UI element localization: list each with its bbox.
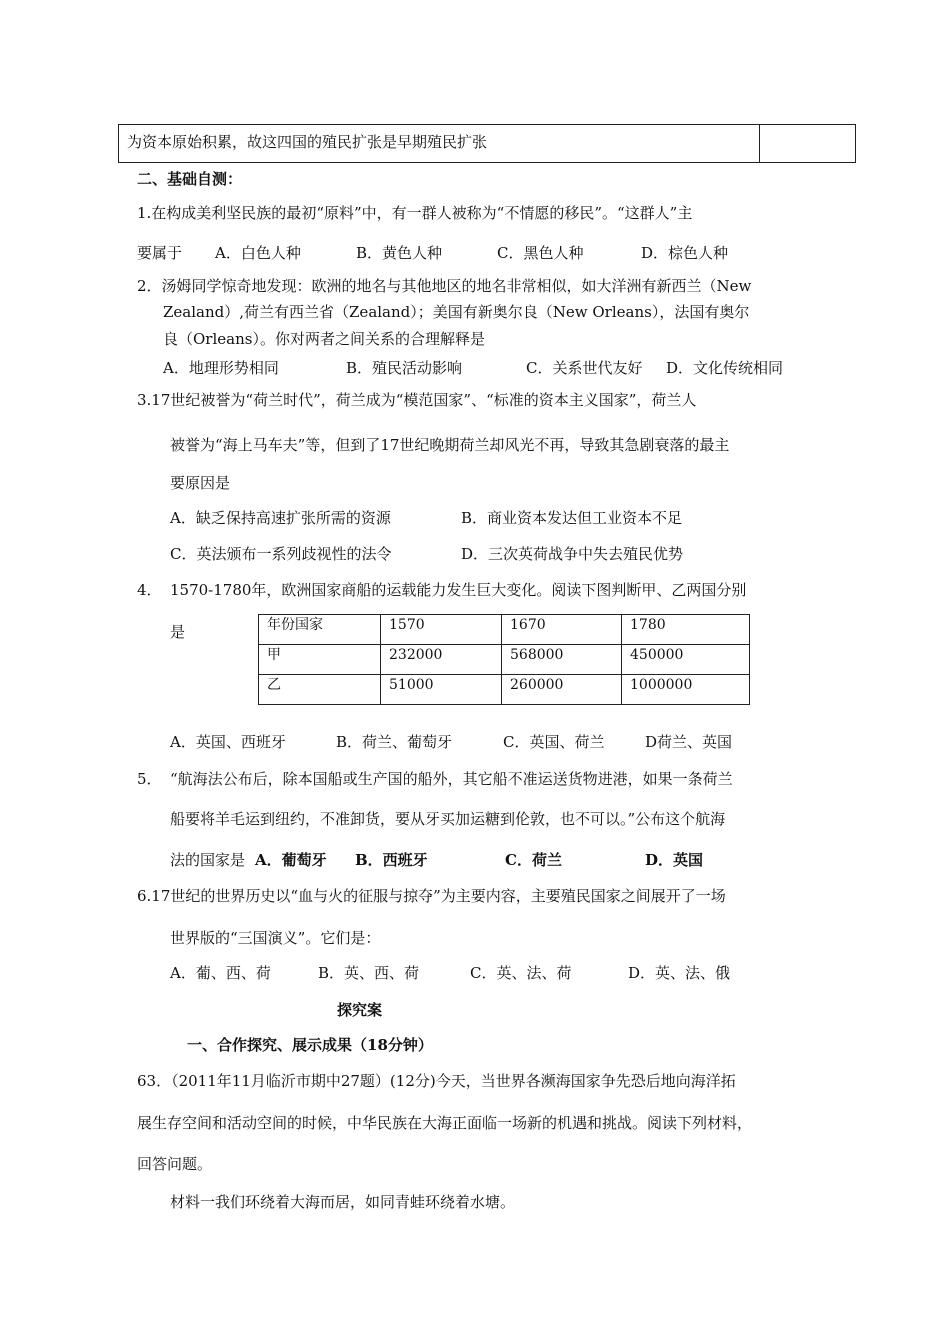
q4-option-c: C．英国、荷兰 xyxy=(503,733,605,751)
q5-option-b: B．西班牙 xyxy=(355,851,428,869)
q1-option-a: A．白色人种 xyxy=(215,244,301,262)
q5-option-a: A．葡萄牙 xyxy=(255,851,327,869)
q6-option-a: A．葡、西、荷 xyxy=(170,964,271,982)
q4-option-a: A．英国、西班牙 xyxy=(170,733,286,751)
table-row xyxy=(259,675,750,705)
q6-option-b: B．英、西、荷 xyxy=(318,964,420,982)
q2-option-c: C．关系世代友好 xyxy=(526,359,643,377)
q2-option-d: D．文化传统相同 xyxy=(666,359,784,377)
table-row xyxy=(259,615,750,645)
q5-number: 5． xyxy=(137,770,162,788)
q3-line1: 3.17世纪被誉为“荷兰时代”，荷兰成为“模范国家”、“标准的资本主义国家”，荷兰人 xyxy=(137,391,697,409)
table-cell: 甲 xyxy=(259,645,381,675)
top-table-divider xyxy=(759,125,760,162)
table-cell: 年份国家 xyxy=(259,615,381,645)
table-cell: 260000 xyxy=(502,675,622,705)
q4-line1: 1570-1780年，欧洲国家商船的运载能力发生巨大变化。阅读下图判断甲、乙两国分别 xyxy=(170,581,747,599)
q63-material-1: 材料一我们环绕着大海而居，如同青蛙环绕着水塘。 xyxy=(170,1193,516,1211)
q3-option-a: A．缺乏保持高速扩张所需的资源 xyxy=(170,509,391,527)
table-cell: 568000 xyxy=(502,645,622,675)
q1-option-d: D．棕色人种 xyxy=(641,244,729,262)
q3-line2: 被誉为“海上马车夫”等，但到了17世纪晚期荷兰却风光不再，导致其急剧衰落的最主 xyxy=(170,436,730,454)
q2-line1: 2．汤姆同学惊奇地发现：欧洲的地名与其他地区的地名非常相似，如大洋洲有新西兰（New xyxy=(137,277,752,295)
q2-option-b: B．殖民活动影响 xyxy=(346,359,463,377)
table-cell: 1000000 xyxy=(622,675,750,705)
q5-option-d: D．英国 xyxy=(645,851,704,869)
q63-line1: 63．（2011年11月临沂市期中27题）(12分)今天，当世界各濒海国家争先恐后地向海洋拓 xyxy=(137,1072,736,1090)
q1-line1: 1.在构成美利坚民族的最初“原料”中，有一群人被称为“不情愿的移民”。“这群人”主 xyxy=(137,204,693,222)
section-heading-self-test: 二、基础自测： xyxy=(137,170,243,188)
table-cell: 乙 xyxy=(259,675,381,705)
table-cell: 1780 xyxy=(622,615,750,645)
q4-option-d: D荷兰、英国 xyxy=(645,733,733,751)
q5-option-c: C．荷兰 xyxy=(505,851,562,869)
q6-option-d: D．英、法、俄 xyxy=(628,964,731,982)
q5-line3: 法的国家是 xyxy=(170,851,246,869)
q2-option-a: A．地理形势相同 xyxy=(163,359,279,377)
top-table-text: 为资本原始积累，故这四国的殖民扩张是早期殖民扩张 xyxy=(127,133,488,151)
q3-option-d: D．三次英荷战争中失去殖民优势 xyxy=(461,545,684,563)
top-table-fragment xyxy=(118,124,856,163)
q3-option-b: B．商业资本发达但工业资本不足 xyxy=(461,509,683,527)
explore-heading: 探究案 xyxy=(337,1001,383,1019)
q2-line2: Zealand）,荷兰有西兰省（Zealand）；美国有新奥尔良（New Orleans），法国有奥尔 xyxy=(163,303,750,321)
q4-option-b: B．荷兰、葡萄牙 xyxy=(336,733,453,751)
q6-option-c: C．英、法、荷 xyxy=(470,964,572,982)
q4-number: 4． xyxy=(137,581,162,599)
q3-line3: 要原因是 xyxy=(170,474,231,492)
table-cell: 51000 xyxy=(381,675,502,705)
table-cell: 232000 xyxy=(381,645,502,675)
q5-line2: 船要将羊毛运到纽约，不准卸货，要从牙买加运糖到伦敦，也不可以。”公布这个航海 xyxy=(170,810,726,828)
table-cell: 1570 xyxy=(381,615,502,645)
q1-option-b: B．黄色人种 xyxy=(356,244,443,262)
q1-option-c: C．黑色人种 xyxy=(497,244,584,262)
q1-line2: 要属于 xyxy=(137,244,183,262)
q4-line2: 是 xyxy=(170,623,186,641)
q6-line2: 世界版的“三国演义”。它们是： xyxy=(170,929,381,947)
q6-line1: 6.17世纪的世界历史以“血与火的征服与掠夺”为主要内容，主要殖民国家之间展开了一场 xyxy=(137,887,726,905)
q5-line1: “航海法公布后，除本国船或生产国的船外，其它船不准运送货物进港，如果一条荷兰 xyxy=(170,770,733,788)
table-row xyxy=(259,645,750,675)
table-cell: 1670 xyxy=(502,615,622,645)
q3-option-c: C．英法颁布一系列歧视性的法令 xyxy=(170,545,392,563)
q63-line2: 展生存空间和活动空间的时候，中华民族在大海正面临一场新的机遇和挑战。阅读下列材料， xyxy=(137,1114,753,1132)
shipping-capacity-table xyxy=(258,614,750,705)
cooperative-inquiry-heading: 一、合作探究、展示成果（18分钟） xyxy=(187,1036,433,1054)
q2-line3: 良（Orleans）。你对两者之间关系的合理解释是 xyxy=(163,330,485,348)
q63-line3: 回答问题。 xyxy=(137,1155,213,1173)
table-cell: 450000 xyxy=(622,645,750,675)
